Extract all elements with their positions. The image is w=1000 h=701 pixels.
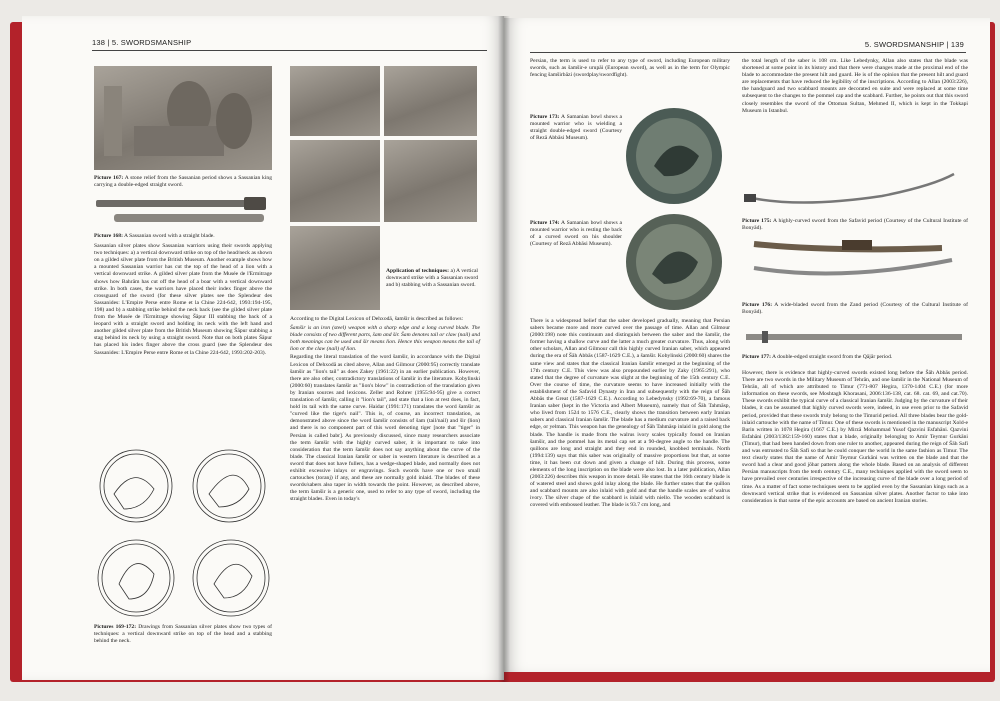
right-col2-body: However, there is evidence that highly-curved swords existed long before the Šāh Abbās period. There are two swords in the Military Museum of Tehrān, and one šamšir in the National Museum of Tehrān, all of which are attributed to Timur (771-807 Hegira, 1370-1404 C.E.) (for more information on these swords, see Moshtagh Khorasani, 2006:136-138, cat. 68. cat. 69, and cat.70). These swords exhibit the typical curve of a classical Iranian šamšir. Judging by the curvature of their blades, it can be assumed that highly curved swords were, indeed, in use even prior to the Safavid period, provided that these swords truly belong to the Timurid period. All three blades bear the gold-inlaid cartouche with the name of Timur. One of these swords is mentioned in the manuscript Xold-e Barin written in 1078 Hegira (1667 C.E.) by Mirzā Mohammad Yusof Qazvini Esfahāni. Qazvini Esfahāni (2003/1382:159-160) states that a blade, originally belonging to Amir Teymur Gurkāni (Timur), that had been handed down from one ruler to another, appeared during the reign of Šāh Safi and was entrusted to Šāh Safi so that he could conquer the world in the same fashion as Timur. The text clearly states that the name of Amir Teymur Gurkāni was written on the blade and that the sword had a clear and good jōhar pattern along the whole blade. Based on an analysis of different Persian manuscripts from the tenth century C.E., many techniques applied with the sword seem to have prevailed over centuries irrespective of the increasing curve of the blade over a long period of time. As a matter of fact some techniques seem to be applied even by the Sassanian kings such as a downward vertical strike that is evidenced on Sassanian silver plates. Another factor to take into consideration is that some of the epic accounts are based on ancient Iranian stories.	[742, 370, 968, 504]
safavid-curved-sword	[742, 168, 962, 218]
technique-photo-1	[290, 66, 380, 136]
caption-picture-167: Picture 167: A stone relief from the Sassanian period shows a Sassanian king carrying a double-edged straight sword.	[94, 175, 273, 189]
left-col1-body: Sassanian silver plates show Sassanian warriors using their swords applying two techniques: a) a vertical downward strike on top of the head/neck as shown on a gilded silver plate from the British Museum. Another example shows how a mounted Sassanian warrior has cut the top of the head of a lion with a vertical downward strike. A gilded silver plate from the Musée de l'Ermitrage shows how Bahrām has cut off the head of a boar with a vertical downward strike. In both cases, the warriors have placed their index finger above the crossguard of the sword (for these silver plates see the Splendeur des Sassanides: L'Empire Perse entre Rome et la Chine 224-642, 1993:194-195, 198) and b) a stabbing strike behind the neck back (see the gilded silver plate from the Musée de l'Ermitrage showing Šāpur III stabbing the back of a leopard with a straight sword and holding its neck with the left hand and another gilded silver plate from the British Museum showing Šāpur stabbing a stag behind its neck by using a straight sword. Note that on both plates Šāpur has placed his index finger above the cross guard (see the Splendeur des Sassanides: L'Empire Perse entre Rome et la Chine 224-642, 1993:202-203).	[94, 243, 272, 356]
right-running-head: 5. SWORDSMANSHIP | 139	[864, 40, 964, 49]
sassanian-sword-figure	[94, 192, 272, 232]
left-col2-intro: According to the Digital Lexicon of Dehxodā, šamšir is described as follows:	[290, 316, 464, 322]
left-header-rule	[92, 50, 487, 51]
left-page	[22, 16, 504, 680]
caption-picture-173: Picture 173: A Samanian bowl shows a mounted warrior who is wielding a straight double-edged sword (Courtesy of Rezā Abbāsi Museum).	[530, 114, 622, 142]
stone-relief-photo	[94, 66, 272, 170]
left-col2-body: Regarding the literal translation of the word šamšir, in accordance with the Digital Lexicon of Dehxodā as cited above, Allan and Gilmour (2000:95) correctly translate šamšir as "lion's tail" as does Zakey (1961:22) in an earlier publication. However, there are also other, contradictory translations of šamšir in the literature. Kobylinski (2000:60) translates šamšir as "lion's blow" in contradiction of the translation given by Iranian sources and lexicons. Zeller and Rohrer (1955:94-95) give a correct translation of šamšir, calling it "lion's tail", and state that a lion at rest does, in fact, hold its tail with the same curve. Haidar (1991:171) translates the word šamšir as "curved like the tiger's nail". This is, of course, an incorrect translation, as demonstrated above since the word šamšir consists of šam (tail/nail) and šir (lion) and there is no component part of this word denoting tiger [note that "tiger" in Persian is called babr]. As previously discussed, since many researchers associate the term šamšir with the highly curved saber, it is important to take into consideration that the term šamšir does not say anything about the curve of the blade. The classical Iranian šamšir or saber in western literature is described as a sword that does not have fullers, has a wedge-shaped blade, and normally does not exhibit excessive inlays or engravings. Such swords have one or two small cartouches (toranj) if any, and these are normally gold inlaid. The blades of these swords/sabers also taper in width towards the point. However, as described above, the term šamšir is a generic one, used to refer to any type of sword, including the straight blades. Even in today's	[290, 354, 480, 503]
technique-photo-2	[384, 66, 477, 136]
caption-pictures-169-172: Pictures 169-172: Drawings from Sassanian silver plates show two types of techniques: a vertical downward strike on top of the head and a stabbing behind the neck.	[94, 624, 273, 645]
right-col1-intro: Persian, the term is used to refer to any type of sword, including European military swords, such as šamšir-e urupāi (European sword), as well as in the term for Olympic fencing šamširbāzi (swordplay/swordfight).	[530, 58, 730, 79]
right-header-rule	[530, 52, 966, 53]
technique-photo-5	[290, 226, 380, 310]
right-page	[504, 18, 990, 672]
caption-picture-177: Picture 177: A double-edged straight sword from the Qājār period.	[742, 354, 893, 360]
caption-picture-168: Picture 168: A Sassanian sword with a straight blade.	[94, 233, 215, 239]
zand-wide-sword	[742, 232, 968, 292]
technique-photo-3	[290, 140, 380, 222]
silver-plate-drawings	[94, 444, 274, 622]
right-col2-top: the total length of the saber is 108 cm. Like Lebedynky, Allan also states that the blade was shortened at some point in its history and that there were changes made at the proximal end of the blade to accommodate the present hilt and guard. He is of the opinion that the present hilt and guard are replacements that have reduced the legibility of the inscriptions. According to Allan (2003:226), the handguard and two scabbard mounts are decorated en suite and were replaced at some time subsequent to the changes to the pommel cap and the scabbard. Further, he points out that this sword closely resembles the sword of the Ottoman Sultan, Mehmed II, which is kept in the Tokkapi Museum in Istanbul.	[742, 58, 968, 114]
left-col2-quote: Šamšir is an iron (steel) weapon with a sharp edge and a long curved blade. The blade consists of two different parts, šam and šir. Šam denotes tail or claw (nail) and both meanings can be used and šir means lion. Hence this weapon means the tail of lion or the claw (nail) of lion.	[290, 324, 480, 352]
caption-picture-174: Picture 174: A Samanian bowl shows a mounted warrior who is resting the back of a curved sword on his shoulder (Courtesy of Rezā Abbāsi Museum).	[530, 220, 622, 248]
samanian-bowl-1	[624, 106, 724, 206]
left-running-head: 138 | 5. SWORDSMANSHIP	[92, 38, 192, 47]
book-gutter	[498, 16, 510, 682]
caption-picture-176: Picture 176: A wide-bladed sword from the Zand period (Courtesy of the Cultural Institute of Bonyād).	[742, 302, 968, 316]
samanian-bowl-2	[624, 212, 724, 312]
caption-picture-175: Picture 175: A highly-curved sword from the Safavid period (Courtesy of the Cultural Institute of Bonyād).	[742, 218, 968, 232]
technique-photo-4	[384, 140, 477, 222]
qajar-straight-sword	[742, 326, 968, 348]
right-col1-body: There is a widespread belief that the saber developed gradually, meaning that Persian sabers became more and more curved over the passage of time. Allan and Gilmour (2000:198) note this continuum and distinguish between the saber and the šamšir, the former having a shallow curve and the latter a much greater curvature. Thus, along with other scholars, Allan and Gilmour call this highly curved Iranian saber, which appeared during the era of Šāh Abbās (1587-1629 C.E.), a šamšir. Kobylinski (2000:60) shares the same view and states that the classical Iranian šamšir emerged at the beginning of the 17th century C.E. This view was also propounded earlier by Zaky (1965:291), who stated that the degree of curvature was slight at the beginning of the 15th century C.E. Over the course of time, the curvature seems to have increased initially with the establishment of the Safavid Dynasty in Iran and subsequently with the reign of Šāh Abbās the Great (1587-1629 C.E.). According to Lebedynsky (1992:69-70), a famous Iranian saber (kept in the Victoria and Albert Museum), namely that of Šāh Tahmāsp, who lived from 1524 to 1576 C.E., clearly shows the transition between early Iranian sabers and classical Iranian šamšir. The blade has a medium curvature and a raised back edge, or yelman. This weapon has the genealogy of Šāh Tahmāsp inlaid in gold along the blade. The handle is made from the walrus ivory scales typically found on Iranian šamšir, and the pommel has its metal cap set at a 90-degree angle to the handle. The quillons are long and straight and they end in rounded, knobbed terminals. North (1994:139) says that this saber was originally of massive proportions but that, at some time, it has been cut down and given a change of hilt. During this process, some elements of the long inscription on the blade were also lost. In a later publication, Allan (2003:226) describes this weapon in more detail. He states that the 16th century blade is of watered steel and shows gold inlay along the blade. He further states that the quillon and scabbard mounts are also inlaid with gold and that the handle scales are of walrus ivory. The silver chape of the scabbard is inlaid with niello. The wooden scabbard is covered with embossed leather. The blade is 93.7 cm long, and	[530, 318, 730, 509]
caption-application-techniques: Application of techniques: a) A vertical downward strike with a Sassanian sword and b) stabbing with a Sassanian sword.	[386, 268, 478, 289]
